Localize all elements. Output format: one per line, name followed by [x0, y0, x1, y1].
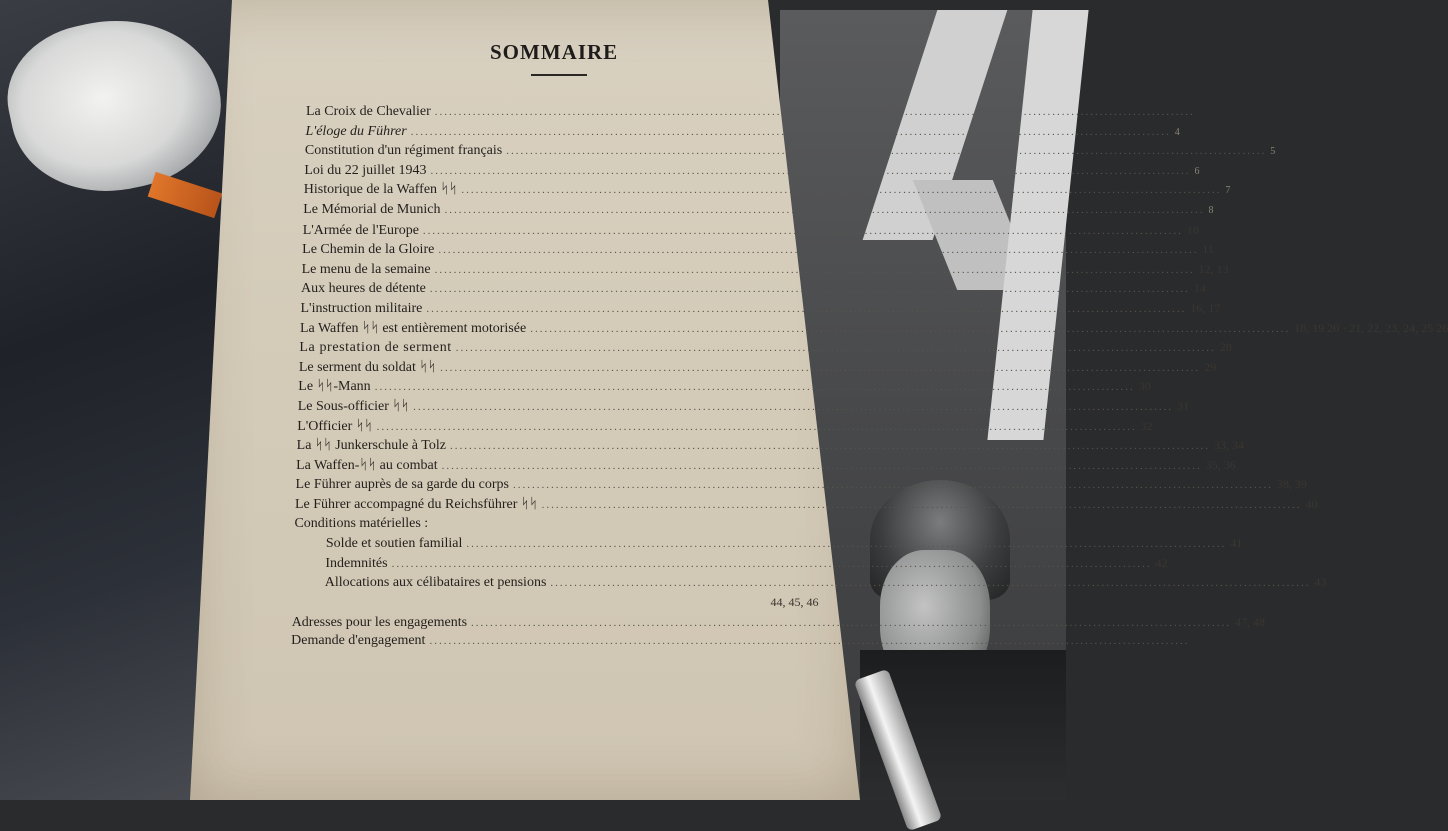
toc-entry [306, 102, 1195, 122]
toc-entry-pages: 6 [1194, 165, 1200, 177]
toc-entry-label: La Waffen ᛋᛋ est entièrement motorisée [299, 320, 527, 336]
toc-entry-pages: 4 [1174, 126, 1180, 138]
toc-entry-pages: 32 [1140, 418, 1153, 433]
toc-entry-pages: 41 [1230, 536, 1243, 551]
toc-entry-label: Aux heures de détente [301, 281, 426, 297]
toc-entry-label: Le ᛋᛋ-Mann [298, 379, 371, 395]
toc-entry-pages: 7 [1225, 185, 1231, 197]
toc-entry [297, 396, 1190, 416]
toc-leader-dots: ................................................................................................................................................................ [434, 263, 1195, 276]
toc-entry [302, 239, 1214, 259]
toc-entry [298, 357, 1217, 377]
toc-entry-pages: 28 [1219, 340, 1232, 355]
toc-entry-label: Le Chemin de la Gloire [302, 242, 435, 258]
toc-entry [300, 298, 1221, 318]
toc-leader-dots: ................................................................................................................................................................ [440, 361, 1201, 374]
toc-entry [291, 631, 1190, 651]
toc-leader-dots: ................................................................................................................................................................ [541, 499, 1302, 511]
toc-entry-pages: 5 [1270, 146, 1276, 158]
toc-leader-dots: ................................................................................................................................................................ [530, 322, 1291, 335]
toc-entry [302, 220, 1199, 240]
toc-entry-label: Le Mémorial de Munich [303, 202, 441, 217]
toc-entry-pages: 35, 36 [1205, 457, 1236, 472]
toc-entry-pages: 44, 45, 46 [770, 595, 819, 609]
toc-leader-dots: ................................................................................................................................................................ [471, 616, 1232, 629]
toc-entry [301, 259, 1229, 279]
toc-entry-label: Historique de la Waffen ᛋᛋ [303, 182, 458, 198]
toc-entry [292, 592, 818, 612]
toc-entry-label: Adresses pour les engagements [291, 614, 468, 630]
toc-entry-label: La Waffen-ᛋᛋ au combat [296, 457, 438, 473]
toc-entry-pages: 38, 39 [1276, 477, 1307, 492]
toc-entry-label: L'Officier ᛋᛋ [297, 418, 373, 434]
toc-leader-dots: ................................................................................................................................................................ [466, 538, 1227, 551]
toc-entry-pages: 47, 48 [1235, 614, 1266, 629]
toc-leader-dots: ................................................................................................................................................................ [413, 401, 1174, 413]
toc-entry-pages: 33, 34 [1213, 438, 1244, 453]
toc-leader-dots: ................................................................................................................................................................ [422, 224, 1183, 237]
toc-leader-dots: ................................................................................................................................................................ [506, 145, 1267, 158]
toc-entry-label: L'instruction militaire [300, 301, 423, 316]
toc-entry-label: La Croix de Chevalier [306, 104, 431, 119]
toc-entry [299, 337, 1232, 357]
toc-entry-label: Le Führer auprès de sa garde du corps [295, 477, 509, 493]
toc-entry-pages: 29 [1204, 359, 1217, 374]
toc-entry [305, 122, 1180, 142]
toc-entry-label: Indemnités [325, 555, 388, 571]
toc-entry [296, 435, 1244, 455]
toc-entry-pages: 8 [1208, 205, 1214, 216]
toc-entry [304, 141, 1276, 161]
toc-leader-dots: ................................................................................................................................................................ [429, 283, 1190, 296]
toc-entry-label: Demande d'engagement [291, 633, 426, 649]
toc-entry [291, 612, 1266, 632]
page-title: SOMMAIRE [490, 40, 619, 64]
toc-entry [295, 494, 1318, 514]
toc-entry-label: Constitution d'un régiment français [304, 143, 503, 159]
toc-entry-label: Conditions matérielles : [294, 515, 429, 531]
toc-entry [325, 553, 1168, 573]
toc-entry-pages: 42 [1155, 555, 1168, 570]
toc-entry [298, 376, 1151, 396]
toc-leader-dots: ................................................................................................................................................................ [461, 184, 1222, 197]
toc-entry-label: Le menu de la semaine [301, 261, 431, 277]
toc-leader-dots: ................................................................................................................................................................ [550, 577, 1311, 590]
toc-entry-label: Le serment du soldat ᛋᛋ [298, 359, 437, 375]
toc-entry-label: La ᛋᛋ Junkerschule à Tolz [296, 438, 446, 454]
toc-entry-pages: 11 [1202, 242, 1214, 257]
toc-leader-dots: ................................................................................................................................................................ [455, 342, 1216, 355]
toc-leader-dots: ................................................................................................................................................................ [430, 164, 1191, 177]
toc-entry [294, 514, 811, 534]
toc-entry [299, 318, 1448, 338]
toc-entry [325, 533, 1243, 553]
toc-entry [296, 455, 1236, 475]
toc-leader-dots: ................................................................................................................................................................ [410, 125, 1171, 138]
toc-leader-dots: ................................................................................................................................................................ [426, 303, 1187, 315]
toc-entry-label: L'éloge du Führer [305, 123, 407, 139]
toc-entry-pages: 31 [1177, 399, 1190, 413]
toc-leader-dots: ................................................................................................................................................................ [434, 106, 1195, 118]
toc-entry-pages: 12, 13 [1198, 261, 1229, 276]
toc-entry [301, 278, 1206, 298]
toc-entry-pages: 10 [1186, 222, 1199, 237]
toc-entry-label: L'Armée de l'Europe [302, 222, 419, 238]
toc-entry-label: Solde et soutien familial [325, 536, 463, 552]
toc-entry [303, 200, 1214, 220]
toc-entry-label: Le Sous-officier ᛋᛋ [297, 399, 410, 414]
toc-entry-label: Allocations aux célibataires et pensions [324, 575, 547, 591]
toc-entry-pages: 43 [1314, 575, 1327, 590]
toc-entry-pages: 16, 17 [1190, 301, 1221, 315]
toc-leader-dots: ................................................................................................................................................................ [376, 420, 1137, 433]
toc-leader-dots: ................................................................................................................................................................ [374, 381, 1135, 394]
toc-entry-pages: 18, 19 20 · 21, 22, 23, 24, 25 26 [1294, 320, 1448, 335]
toc-leader-dots: ................................................................................................................................................................ [512, 479, 1273, 492]
toc-entry-label: Loi du 22 juillet 1943 [304, 162, 427, 178]
toc-entry [297, 416, 1153, 436]
toc-leader-dots: ................................................................................................................................................................ [429, 635, 1190, 648]
toc-entry-pages: 14 [1193, 281, 1206, 296]
toc-leader-dots: ................................................................................................................................................................ [449, 440, 1210, 453]
toc-entry [303, 180, 1231, 200]
toc-entry [295, 474, 1307, 494]
toc-entry-label: Le Führer accompagné du Reichsführer ᛋᛋ [295, 497, 538, 512]
toc-entry-pages: 30 [1138, 379, 1151, 394]
toc-entry [324, 572, 1327, 592]
toc-leader-dots: ................................................................................................................................................................ [438, 244, 1199, 257]
toc-entry [304, 161, 1200, 181]
toc-leader-dots: ................................................................................................................................................................ [441, 459, 1202, 472]
toc-leader-dots: ................................................................................................................................................................ [444, 204, 1205, 216]
toc-entry-pages: 40 [1305, 497, 1318, 511]
toc-leader-dots: ................................................................................................................................................................ [391, 557, 1152, 570]
toc-entry-label: La prestation de serment [299, 340, 452, 356]
